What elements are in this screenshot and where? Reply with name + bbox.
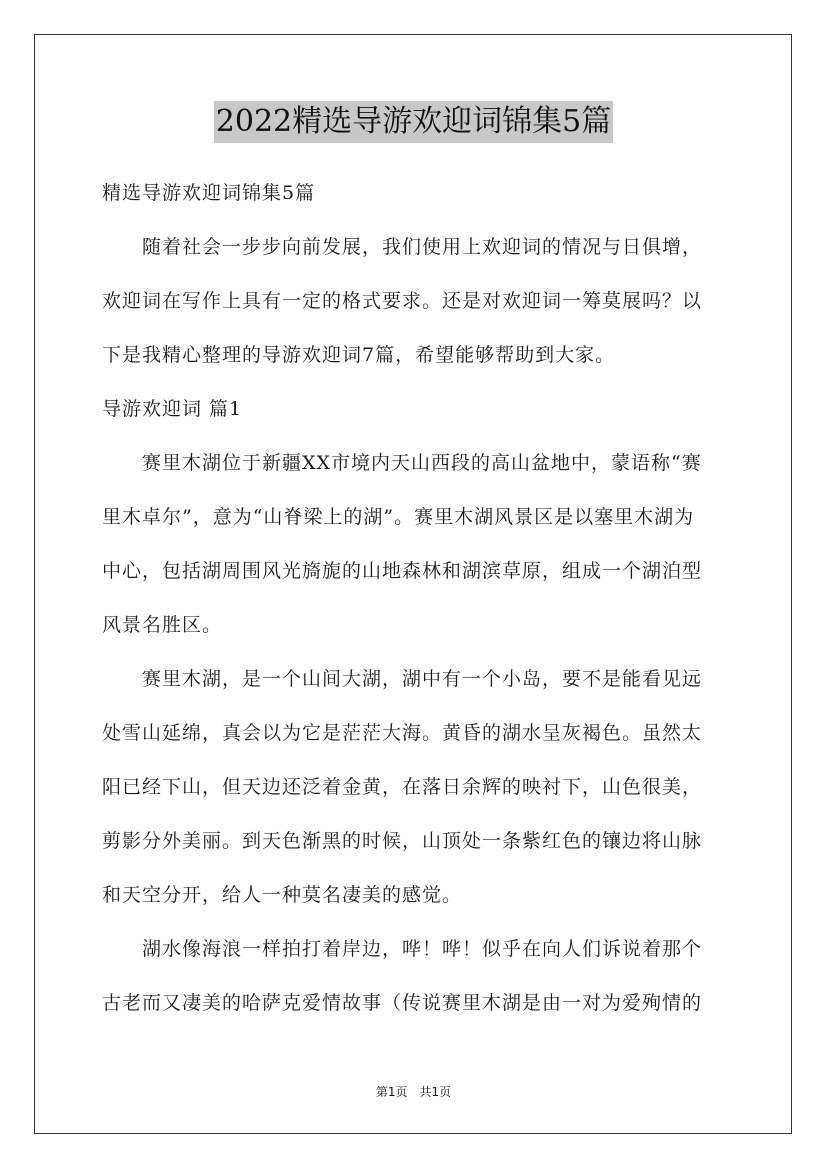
document-title: 2022精选导游欢迎词锦集5篇	[214, 101, 613, 143]
body-line: 风景名胜区。	[102, 614, 223, 636]
title-container	[0, 101, 827, 143]
body-line: 古老而又凄美的哈萨克爱情故事（传说赛里木湖是由一对为爱殉情的	[102, 992, 703, 1014]
body-line: 阳已经下山，但天边还泛着金黄，在落日余辉的映衬下，山色很美，	[102, 776, 703, 798]
body-line: 处雪山延绵，真会以为它是茫茫大海。黄昏的湖水呈灰褐色。虽然太	[102, 722, 703, 744]
body-line: 里木卓尔”，意为“山脊梁上的湖”。赛里木湖风景区是以塞里木湖为	[102, 506, 695, 528]
body-line: 湖水像海浪一样拍打着岸边，哗！哗！似乎在向人们诉说着那个	[102, 938, 703, 960]
page-footer	[0, 1083, 827, 1100]
body-line: 下是我精心整理的导游欢迎词7篇，希望能够帮助到大家。	[102, 344, 616, 366]
body-line: 中心，包括湖周围风光旖旎的山地森林和湖滨草原，组成一个湖泊型	[102, 560, 703, 582]
body-line: 和天空分开，给人一种莫名凄美的感觉。	[102, 884, 463, 906]
section-heading: 导游欢迎词 篇1	[102, 398, 243, 420]
page-number: 第1页 共1页	[375, 1085, 452, 1099]
body-line: 赛里木湖位于新疆XX市境内天山西段的高山盆地中，蒙语称“赛	[102, 452, 702, 474]
body-line: 剪影分外美丽。到天色渐黑的时候，山顶处一条紫红色的镶边将山脉	[102, 830, 703, 852]
body-line: 随着社会一步步向前发展，我们使用上欢迎词的情况与日俱增，	[102, 236, 703, 258]
body-line: 欢迎词在写作上具有一定的格式要求。还是对欢迎词一筹莫展吗？以	[102, 290, 703, 312]
body-line: 赛里木湖，是一个山间大湖，湖中有一个小岛，要不是能看见远	[102, 668, 703, 690]
body-subtitle: 精选导游欢迎词锦集5篇	[102, 182, 316, 204]
